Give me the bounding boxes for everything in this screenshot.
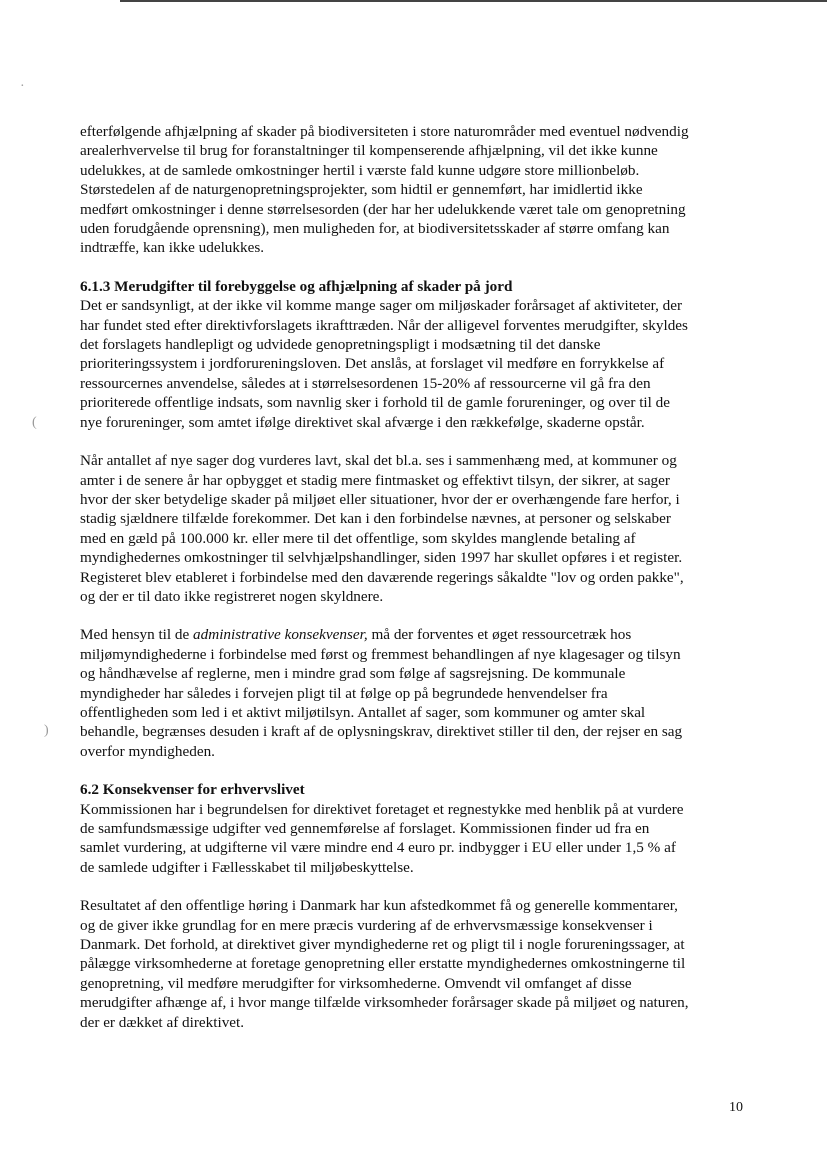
paragraph-line: efterfølgende afhjælpning af skader på biodiversiteten i store naturområder med eventuel nødvendig bbox=[80, 123, 689, 140]
paragraph-line: de samfundsmæssige udgifter ved gennemførelse af forslaget. Kommissionen finder ud fra en bbox=[80, 820, 650, 837]
margin-mark-left-bracket: ( bbox=[32, 415, 37, 430]
paragraph-line: overfor myndigheden. bbox=[80, 742, 215, 760]
paragraph-line: merudgifter afhænge af, i hvor mange tilfælde virksomheder forårsager skade på miljøet og naturen, bbox=[80, 994, 689, 1012]
paragraph-line: medført omkostninger i denne størrelsesorden (der har her udelukkende været tale om genopretning bbox=[80, 200, 686, 218]
paragraph-line: Kommissionen har i begrundelsen for direktivet foretaget et regnestykke med henblik på at vurdere bbox=[80, 800, 684, 818]
paragraph-line: offentligheden som led i et aktivt miljøtilsyn. Antallet af sager, som kommuner og amter skal bbox=[80, 703, 646, 721]
paragraph-line: myndighedernes omkostninger til selvhjælpshandlinger, siden 1997 har skullet opføres i et register. bbox=[80, 549, 683, 567]
paragraph-line: det forslagets handlepligt og udvidede genopretningspligt i modsætning til det danske bbox=[80, 336, 601, 354]
italic-term: administrative konsekvenser, bbox=[193, 626, 368, 644]
paragraph-line: og de giver ikke grundlag for en mere præcis vurdering af de erhvervsmæssige konsekvenser i bbox=[80, 916, 653, 934]
paragraph-line: der er dækket af direktivet. bbox=[80, 1013, 245, 1031]
section-6-1-3-paragraph-2 bbox=[80, 451, 752, 606]
paragraph-line: indtræffe, kan ikke udelukkes. bbox=[80, 239, 265, 257]
paragraph-line: pålægge virksomhederne at foretage genopretning eller erstatte myndighedernes omkostningerne til bbox=[80, 955, 686, 973]
section-6-1-3-paragraph-1 bbox=[80, 296, 752, 432]
paragraph-line: hvor der sker betydelige skader på miljøet eller situationer, hvor der er overhængende fare herfor, i bbox=[80, 490, 680, 508]
paragraph-line: genopretning, vil medføre merudgifter for virksomhederne. Omvendt vil omfanget af disse bbox=[80, 974, 632, 992]
paragraph-line: udelukkes, at de samlede omkostninger hertil i værste fald kunne udgøre store millionbeløb. bbox=[80, 161, 640, 179]
paragraph-line: Størstedelen af de naturgenopretningsprojekter, som hidtil er gennemført, har imidlertid ikke bbox=[80, 181, 643, 199]
section-6-1-3-paragraph-3 bbox=[80, 625, 752, 761]
paragraph-line bbox=[80, 625, 752, 644]
section-6-2-paragraph-1 bbox=[80, 800, 752, 878]
paragraph-line: med en gæld på 100.000 kr. eller mere til det offentlige, som skyldes manglende betaling af bbox=[80, 529, 636, 547]
paragraph-line: miljømyndighederne i forbindelse med først og fremmest behandlingen af nye klagesager og tilsyn bbox=[80, 645, 681, 663]
paragraph-line: myndigheder har således i forvejen pligt til at følge op på begrundede henvendelser fra bbox=[80, 684, 608, 702]
section-heading-6-1-3: 6.1.3 Merudgifter til forebyggelse og afhjælpning af skader på jord bbox=[80, 277, 513, 295]
paragraph-line: nye forureninger, som amtet ifølge direktivet skal afværge i den rækkefølge, skaderne opstår. bbox=[80, 413, 645, 431]
paragraph-line: Danmark. Det forhold, at direktivet giver myndighederne ret og pligt til i nogle forureningssager, at bbox=[80, 936, 685, 954]
page-top-rule bbox=[120, 0, 827, 2]
paragraph-line: behandle, begrænses desuden i kraft af de oplysningskrav, direktivet stiller til den, der rejser en sag bbox=[80, 723, 683, 741]
paragraph-line: Det er sandsynligt, at der ikke vil komme mange sager om miljøskader forårsaget af aktiviteter, der bbox=[80, 297, 683, 315]
section-heading-6-2: 6.2 Konsekvenser for erhvervslivet bbox=[80, 781, 305, 799]
text-prefix: Med hensyn til de bbox=[80, 626, 194, 644]
paragraph-line: Når antallet af nye sager dog vurderes lavt, skal det bl.a. ses i sammenhæng med, at kommuner og bbox=[80, 452, 677, 470]
paragraph-line: de samlede udgifter i Fællesskabet til miljøbeskyttelse. bbox=[80, 858, 414, 876]
paragraph-line: uden forudgående oprensning), men muligheden for, at biodiversitetsskader af større omfang kan bbox=[80, 220, 670, 238]
margin-mark-right-paren: ) bbox=[44, 723, 49, 738]
paragraph-line: samlet vurdering, at udgifterne vil være mindre end 4 euro pr. indbygger i EU eller under 1,5 % af bbox=[80, 839, 676, 857]
paragraph-line: prioriterede offentlige indsats, som navnlig sker i forhold til de gamle forureninger, og over til de bbox=[80, 394, 670, 412]
paragraph-line: Registeret blev etableret i forbindelse med den daværende regerings såkaldte "lov og orden pakke", bbox=[80, 568, 684, 586]
paragraph-line: har fundet sted efter direktivforslagets ikrafttræden. Når der alligevel forventes merudgifter, skyldes bbox=[80, 316, 688, 334]
intro-paragraph bbox=[80, 122, 752, 258]
paragraph-line: arealerhvervelse til brug for foranstaltninger til kompenserende afhjælpning, vil det ikke kunne bbox=[80, 142, 658, 160]
margin-mark-top: · bbox=[20, 79, 25, 94]
document-body bbox=[80, 122, 752, 1032]
paragraph-line: ressourcernes anvendelse, således at i størrelsesordenen 15-20% af ressourcerne vil gå fra den bbox=[80, 374, 651, 392]
paragraph-line: og der er til dato ikke registreret nogen skyldnere. bbox=[80, 587, 384, 605]
page-number: 10 bbox=[729, 1100, 743, 1115]
text-suffix: må der forventes et øget ressourcetræk hos bbox=[367, 626, 632, 644]
section-6-2-paragraph-2 bbox=[80, 896, 752, 1032]
paragraph-line: amter i de senere år har opbygget et stadig mere fintmasket og effektivt tilsyn, der sikrer, at sager bbox=[80, 471, 670, 489]
paragraph-line: Resultatet af den offentlige høring i Danmark har kun afstedkommet få og generelle kommentarer, bbox=[80, 897, 678, 915]
paragraph-line: prioriteringssystem i jordforureningsloven. Det anslås, at forslaget vil medføre en forrykkelse af bbox=[80, 355, 665, 373]
paragraph-line: og håndhævelse af reglerne, men i mindre grad som følge af sagsrejsning. De kommunale bbox=[80, 665, 626, 683]
paragraph-line: stadig sjældnere tilfælde forekommer. Det kan i den forbindelse nævnes, at personer og selskaber bbox=[80, 510, 671, 528]
